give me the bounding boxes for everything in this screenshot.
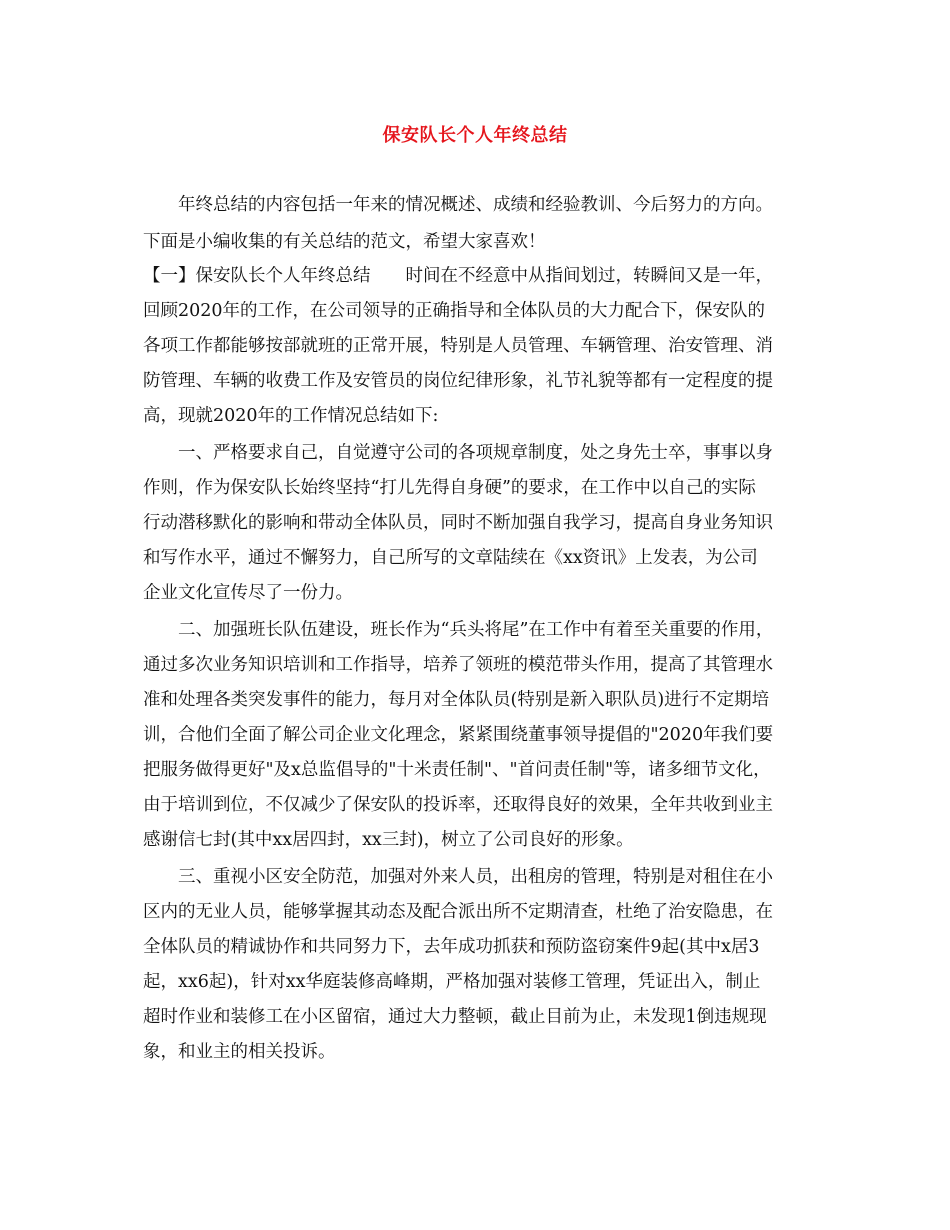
body-line: 训，合他们全面了解公司企业文化理念，紧紧围绕董事领导提倡的"2020年我们要 — [143, 725, 774, 745]
body-line: 作则，作为保安队长始终坚持“打儿先得自身硬”的要求，在工作中以自己的实际 — [143, 478, 756, 498]
body-line: 三、重视小区安全防范，加强对外来人员，出租房的管理，特别是对租住在小 — [143, 867, 773, 887]
body-line: 起，xx6起)，针对xx华庭装修高峰期，严格加强对装修工管理，凭证出入，制止 — [143, 972, 761, 992]
body-line: 年终总结的内容包括一年来的情况概述、成绩和经验教训、今后努力的方向。 — [143, 195, 773, 215]
body-line: 区内的无业人员，能够掌握其动态及配合派出所不定期清查，杜绝了治安隐患，在 — [143, 902, 773, 922]
body-line: 一、严格要求自己，自觉遵守公司的各项规章制度，处之身先士卒，事事以身 — [143, 443, 773, 463]
body-line: 各项工作都能够按部就班的正常开展，特别是人员管理、车辆管理、治安管理、消 — [143, 336, 773, 356]
body-line: 回顾2020年的工作，在公司领导的正确指导和全体队员的大力配合下，保安队的 — [143, 301, 766, 321]
body-line: 由于培训到位，不仅减少了保安队的投诉率，还取得良好的效果，全年共收到业主 — [143, 795, 773, 815]
body-line: 高，现就2020年的工作情况总结如下: — [143, 406, 439, 426]
body-line: 感谢信七封(其中xx居四封，xx三封)，树立了公司良好的形象。 — [143, 830, 634, 850]
body-line: 全体队员的精诚协作和共同努力下，去年成功抓获和预防盗窃案件9起(其中x居3 — [143, 937, 760, 957]
body-line: 【一】保安队长个人年终总结 时间在不经意中从指间划过，转瞬间又是一年， — [143, 266, 773, 286]
body-line: 通过多次业务知识培训和工作指导，培养了领班的模范带头作用，提高了其管理水 — [143, 655, 773, 675]
body-line: 企业文化宣传尽了一份力。 — [143, 583, 353, 603]
body-line: 超时作业和装修工在小区留宿，通过大力整顿，截止目前为止，未发现1倒违规现 — [143, 1007, 767, 1027]
body-line: 和写作水平，通过不懈努力，自己所写的文章陆续在《xx资讯》上发表，为公司 — [143, 548, 758, 568]
body-line: 准和处理各类突发事件的能力，每月对全体队员(特别是新入职队员)进行不定期培 — [143, 690, 770, 710]
body-line: 象，和业主的相关投诉。 — [143, 1042, 336, 1062]
body-line: 行动潜移默化的影响和带动全体队员，同时不断加强自我学习，提高自身业务知识 — [143, 513, 773, 533]
body-line: 防管理、车辆的收费工作及安管员的岗位纪律形象，礼节礼貌等都有一定程度的提 — [143, 371, 773, 391]
body-line: 下面是小编收集的有关总结的范文，希望大家喜欢！ — [143, 232, 546, 252]
body-line: 二、加强班长队伍建设，班长作为“兵头将尾”在工作中有着至关重要的作用， — [143, 620, 774, 640]
document-title: 保安队长个人年终总结 — [382, 125, 568, 146]
body-line: 把服务做得更好"及x总监倡导的"十米责任制"、"首问责任制"等，诸多细节文化， — [143, 760, 771, 780]
